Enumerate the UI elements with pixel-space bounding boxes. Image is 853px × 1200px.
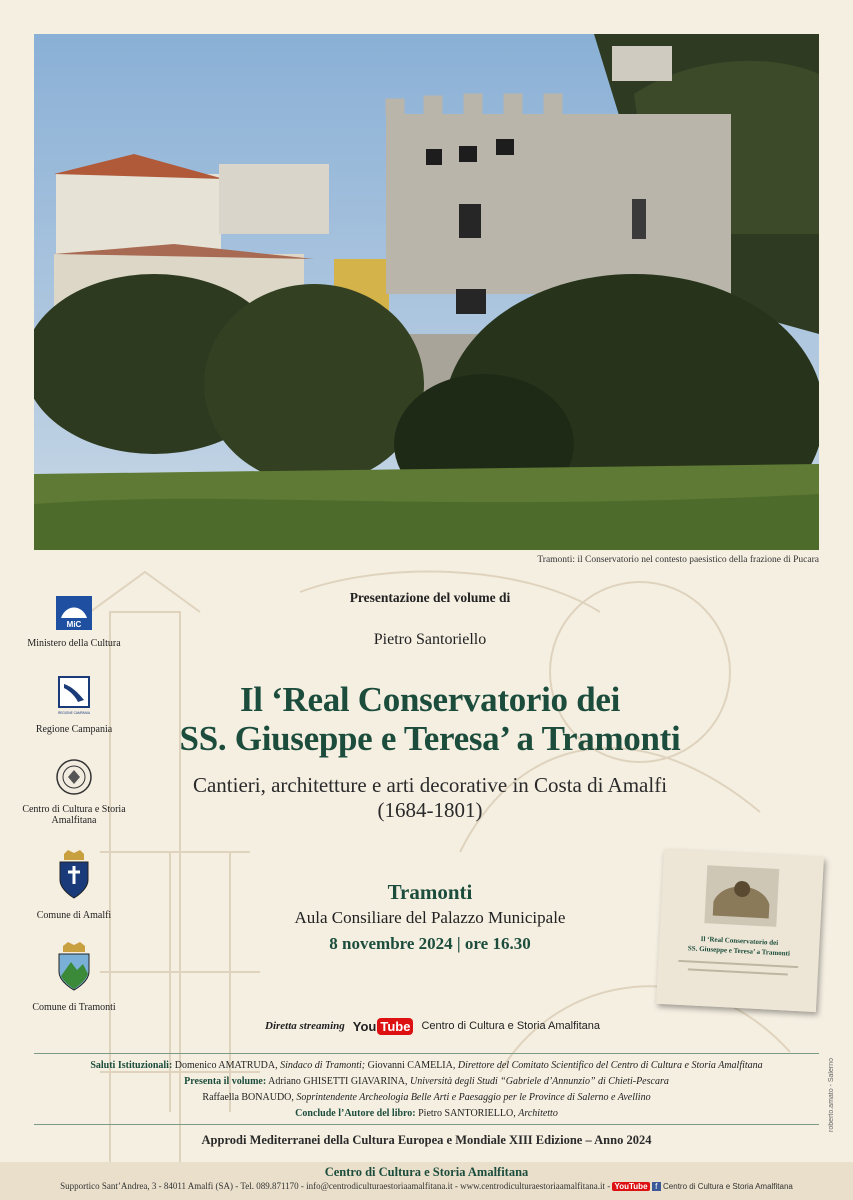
logo-label: Ministero della Cultura	[27, 638, 121, 649]
streaming-channel[interactable]: Centro di Cultura e Storia Amalfitana	[421, 1020, 600, 1032]
logo-label: Centro di Cultura e Storia Amalfitana	[22, 804, 126, 826]
book-title	[110, 680, 750, 758]
designer-credit: roberto.amato - Salerno	[828, 1058, 835, 1132]
amalfi-crest-icon	[56, 850, 92, 902]
youtube-icon[interactable]: YouTube	[614, 1182, 648, 1191]
book-subtitle-line-1: Cantieri, architetture e arti decorative in Costa di Amalfi	[192, 773, 668, 797]
youtube-logo-icon[interactable]: You Tube	[353, 1018, 414, 1035]
svg-text:MiC: MiC	[66, 620, 82, 629]
svg-text:SS. Giuseppe e Teresa’ a Tramo: SS. Giuseppe e Teresa’ a Tramonti	[687, 944, 791, 958]
event-credits	[34, 1058, 819, 1122]
logo-label: Regione Campania	[35, 724, 113, 735]
divider	[34, 1053, 819, 1054]
conservatorio-photo	[34, 34, 819, 550]
event-venue: Aula Consiliare del Palazzo Municipale	[294, 908, 566, 927]
logo-label: Comune di Amalfi	[36, 910, 112, 921]
book-subtitle	[110, 773, 750, 823]
author-name: Pietro Santoriello	[373, 631, 487, 648]
book-title-line-1: Il ‘Real Conservatorio dei	[239, 680, 621, 719]
photo-caption: Tramonti: il Conservatorio nel contesto paesistico della frazione di Pucara	[537, 555, 819, 565]
credits-presenta: Presenta il volume: Adriano GHISETTI GIAVARINA, Università degli Studi “Gabriele d’Annunzio” di Chieti-Pescara	[184, 1076, 669, 1087]
footer-address[interactable]: Supportico Sant’Andrea, 3 - 84011 Amalfi (SA) - Tel. 089.871170 - info@centrodiculturaestoriaamalfitana.it - www.centrodiculturaestoriaamalfitana.it -	[60, 1181, 611, 1191]
footer-social-label: Centro di Cultura e Storia Amalfitana	[663, 1182, 793, 1191]
footer-org-name: Centro di Cultura e Storia Amalfitana	[324, 1165, 529, 1179]
regione-campania-crest-icon	[58, 676, 90, 716]
mic-logo-icon	[56, 596, 92, 630]
event-place: Tramonti	[387, 880, 473, 904]
svg-text:Il ‘Real Conservatorio dei: Il ‘Real Conservatorio dei	[700, 934, 779, 948]
divider	[34, 1124, 819, 1125]
book-subtitle-line-2: (1684-1801)	[377, 798, 483, 822]
credits-presenta-2: Raffaella BONAUDO, Soprintendente Archeologia Belle Arti e Paesaggio per le Province di Salerno e Avellino	[202, 1092, 651, 1103]
streaming-info	[265, 1015, 600, 1037]
svg-text:REGIONE CAMPANIA: REGIONE CAMPANIA	[58, 711, 90, 715]
tramonti-crest-icon	[55, 942, 93, 994]
credits-conclude: Conclude l’Autore del libro: Pietro SANTORIELLO, Architetto	[295, 1108, 558, 1119]
series-edition: Approdi Mediterranei della Cultura Europea e Mondiale XIII Edizione – Anno 2024	[201, 1133, 652, 1147]
book-title-line-2: SS. Giuseppe e Teresa’ a Tramonti	[179, 719, 681, 758]
book-cover-image	[656, 849, 824, 1012]
event-datetime: 8 novembre 2024 | ore 16.30	[329, 934, 531, 953]
footer-contacts	[0, 1181, 853, 1191]
logo-label: Comune di Tramonti	[32, 1002, 116, 1013]
centro-cultura-seal-icon	[54, 758, 94, 796]
streaming-label: Diretta streaming	[265, 1020, 345, 1032]
credits-saluti: Saluti Istituzionali: Domenico AMATRUDA, Sindaco di Tramonti; Giovanni CAMELIA, Direttore del Comitato Scientifico del Centro di Cultura e Storia Amalfitana	[90, 1060, 763, 1071]
presentation-intro: Presentazione del volume di	[349, 590, 511, 605]
facebook-icon[interactable]: f	[652, 1182, 661, 1191]
